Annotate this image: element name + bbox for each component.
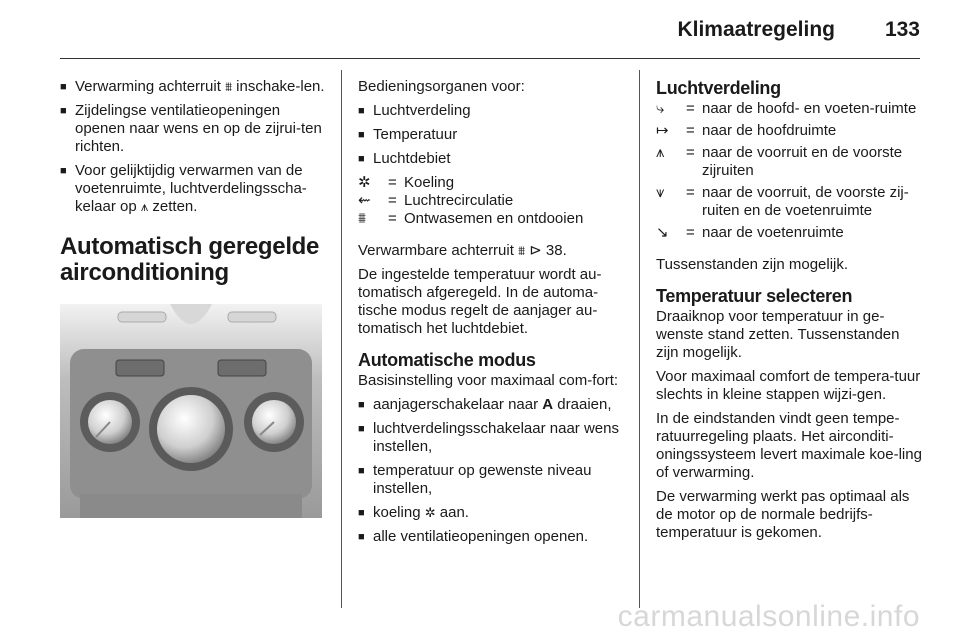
bullet-item: ■ Voor gelijktijdig verwarmen van de voetenruimte, luchtverdelingsscha-kelaar op ⩚ zetten. (60, 162, 328, 216)
header-rule (60, 58, 920, 59)
subsection-heading: Temperatuur selecteren (656, 286, 853, 306)
list-item: ■ Temperatuur (358, 126, 620, 144)
column-divider-1 (341, 70, 342, 608)
paragraph: Basisinstelling voor maximaal com-fort: (358, 372, 619, 389)
paragraph: Voor maximaal comfort de tempera-tuur slechts in kleine stappen wijzi-gen. (656, 368, 921, 403)
symbol-definition: ⩚ = naar de voorruit en de voorste zijruiten (656, 144, 903, 179)
symbol-definition: ↦ = naar de hoofdruimte (656, 122, 837, 139)
symbol-definition: ⇜ = Luchtrecirculatie (358, 192, 514, 209)
symbol-definition: ⩩ = Ontwasemen en ontdooien (358, 210, 584, 227)
page-header-title: Klimaatregeling (677, 18, 835, 41)
symbol-definition: ↘ = naar de voetenruimte (656, 224, 844, 241)
paragraph: In de eindstanden vindt geen tempe-ratuurregeling plaats. Het airconditi-oningssysteem levert maximale koe-ling of verwarming. (656, 410, 922, 481)
rear-window-heat-icon: ⩩ (518, 243, 526, 258)
page-number: 133 (884, 18, 920, 41)
paragraph: Tussenstanden zijn mogelijk. (656, 256, 849, 273)
list-item: ■ temperatuur op gewenste niveau instellen, (358, 462, 620, 498)
symbol-definition: ⩛ = naar de voorruit, de voorste zij-ruiten en de voetenruimte (656, 184, 909, 219)
column-divider-2 (639, 70, 640, 608)
section-heading: Automatisch geregelde airconditioning (60, 233, 320, 286)
column-3 (656, 78, 922, 548)
symbol-definition: ⤷ = naar de hoofd- en voeten-ruimte (656, 100, 917, 117)
watermark: carmanualsonline.info (617, 600, 920, 633)
windscreen-footwell-icon: ⩚ (140, 199, 149, 214)
list-item: ■ Luchtdebiet (358, 150, 620, 168)
rear-window-heat-icon: ⩩ (225, 79, 233, 94)
list-item: ■ aanjagerschakelaar naar A draaien, (358, 396, 620, 414)
list-item: ■ alle ventilatieopeningen openen. (358, 528, 620, 546)
symbol-definition: ✲ = Koeling (358, 174, 455, 191)
head-foot-vent-icon: ⤷ (656, 100, 665, 117)
climate-control-panel-photo (60, 304, 322, 518)
column-2 (358, 78, 620, 552)
subsection-heading: Luchtverdeling (656, 78, 781, 98)
cooling-icon: ✲ (424, 505, 436, 520)
head-vent-icon: ↦ (656, 122, 669, 139)
bullet-item: ■ Zijdelingse ventilatieopeningen openen naar wens en op de zijrui-ten richten. (60, 102, 328, 156)
foot-vent-icon: ↘ (656, 224, 669, 241)
controls-intro: Bedieningsorganen voor: (358, 78, 525, 95)
rear-window-reference: Verwarmbare achterruit ⩩ ⊳ 38. (358, 242, 567, 259)
subsection-heading: Automatische modus (358, 350, 536, 370)
defrost-icon: ⩩ (358, 210, 367, 227)
list-item: ■ koeling ✲ aan. (358, 504, 620, 522)
cooling-icon: ✲ (358, 174, 371, 191)
bullet-item: ■ Verwarming achterruit ⩩ inschake-len. (60, 78, 328, 96)
windscreen-vent-icon: ⩚ (656, 144, 665, 161)
windscreen-foot-vent-icon: ⩛ (656, 184, 665, 201)
recirculation-icon: ⇜ (358, 192, 371, 209)
paragraph: Draaiknop voor temperatuur in ge-wenste stand zetten. Tussenstanden zijn mogelijk. (656, 308, 900, 361)
paragraph: De verwarming werkt pas optimaal als de motor op de normale bedrijfs-temperatuur is gekomen. (656, 488, 910, 541)
paragraph: De ingestelde temperatuur wordt au-tomatisch afgeregeld. In de automa-tische modus regelt de aanjager au-tomatisch het luchtdebiet. (358, 266, 602, 337)
list-item: ■ Luchtverdeling (358, 102, 620, 120)
column-1 (60, 78, 328, 523)
list-item: ■ luchtverdelingsschakelaar naar wens instellen, (358, 420, 620, 456)
